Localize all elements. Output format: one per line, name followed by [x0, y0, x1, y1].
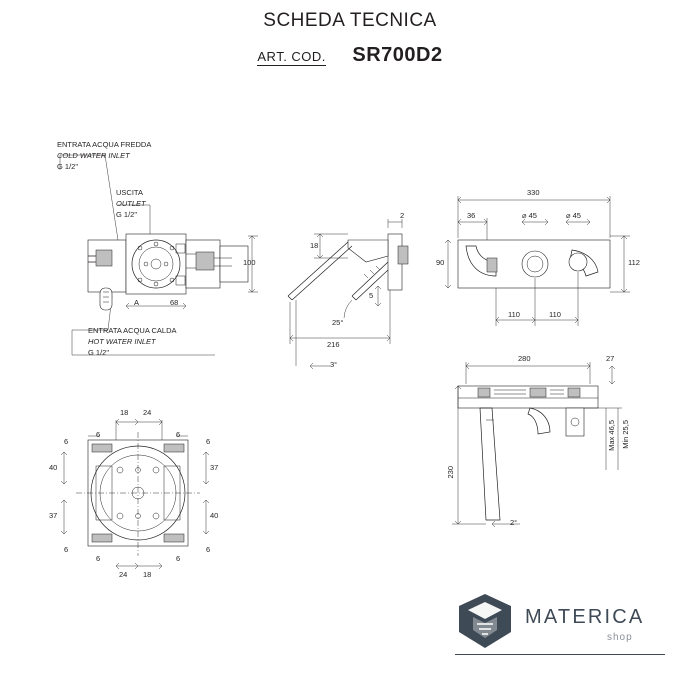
dim-216: 216 [327, 340, 340, 349]
hot-inlet-label-en: HOT WATER INLET [88, 337, 156, 346]
diamond-logo-icon [455, 592, 515, 650]
dim-68: 68 [170, 298, 179, 307]
dim-left-37: 37 [49, 511, 58, 520]
dim-110-b: 110 [549, 310, 561, 319]
page-title: SCHEDA TECNICA [263, 10, 437, 31]
dim-280: 280 [518, 354, 531, 363]
dim-110-a: 110 [508, 310, 520, 319]
dim-diam-45-b: ⌀ 45 [566, 211, 581, 220]
outlet-size: G 1/2" [116, 210, 138, 219]
brand-name: MATERICA [525, 606, 645, 628]
dim-100: 100 [243, 258, 256, 267]
dim-6-b: 6 [96, 430, 101, 439]
dim-6-h: 6 [206, 545, 211, 554]
dim-6-d: 6 [206, 437, 211, 446]
dim-max: Max 46,5 [607, 420, 616, 451]
dim-left-40: 40 [49, 463, 58, 472]
article-code-value: SR700D2 [352, 44, 443, 66]
dim-right-40: 40 [210, 511, 219, 520]
dim-right-37: 37 [210, 463, 219, 472]
dim-top-24: 24 [143, 408, 152, 417]
dim-top-18: 18 [120, 408, 129, 417]
brand-subtitle: shop [607, 632, 633, 643]
dim-6-c: 6 [176, 430, 181, 439]
cold-inlet-label-en: COLD WATER INLET [57, 151, 130, 160]
dim-27: 27 [606, 354, 615, 363]
dim-angle-3: 3° [330, 360, 338, 369]
dim-bottom-18: 18 [143, 570, 152, 579]
dim-90: 90 [436, 258, 445, 267]
dim-330: 330 [527, 188, 540, 197]
dim-bottom-24: 24 [119, 570, 128, 579]
dim-230: 230 [446, 466, 455, 479]
dim-min: Min 25,5 [621, 420, 630, 449]
dim-6-g: 6 [176, 554, 181, 563]
marker-a-label: A [134, 298, 140, 307]
outlet-label-it: USCITA [116, 188, 143, 197]
dim-6-a: 6 [64, 437, 69, 446]
dim-angle-2: 2° [510, 518, 518, 527]
dim-36: 36 [467, 211, 476, 220]
dim-18: 18 [310, 241, 319, 250]
dim-angle-25: 25° [332, 318, 344, 327]
dim-112: 112 [628, 258, 640, 267]
dim-2: 2 [400, 211, 405, 220]
article-code-label: ART. COD. [257, 49, 326, 64]
dim-6-e: 6 [64, 545, 69, 554]
hot-inlet-label-it: ENTRATA ACQUA CALDA [88, 326, 177, 335]
cold-inlet-label-it: ENTRATA ACQUA FREDDA [57, 140, 152, 149]
brand-rule [455, 654, 665, 655]
dim-diam-45-a: ⌀ 45 [522, 211, 537, 220]
dim-6-f: 6 [96, 554, 101, 563]
brand-logo [455, 592, 665, 664]
hot-inlet-size: G 1/2" [88, 348, 110, 357]
dim-5: 5 [369, 291, 374, 300]
cold-inlet-size: G 1/2" [57, 162, 79, 171]
outlet-label-en: OUTLET [116, 199, 146, 208]
